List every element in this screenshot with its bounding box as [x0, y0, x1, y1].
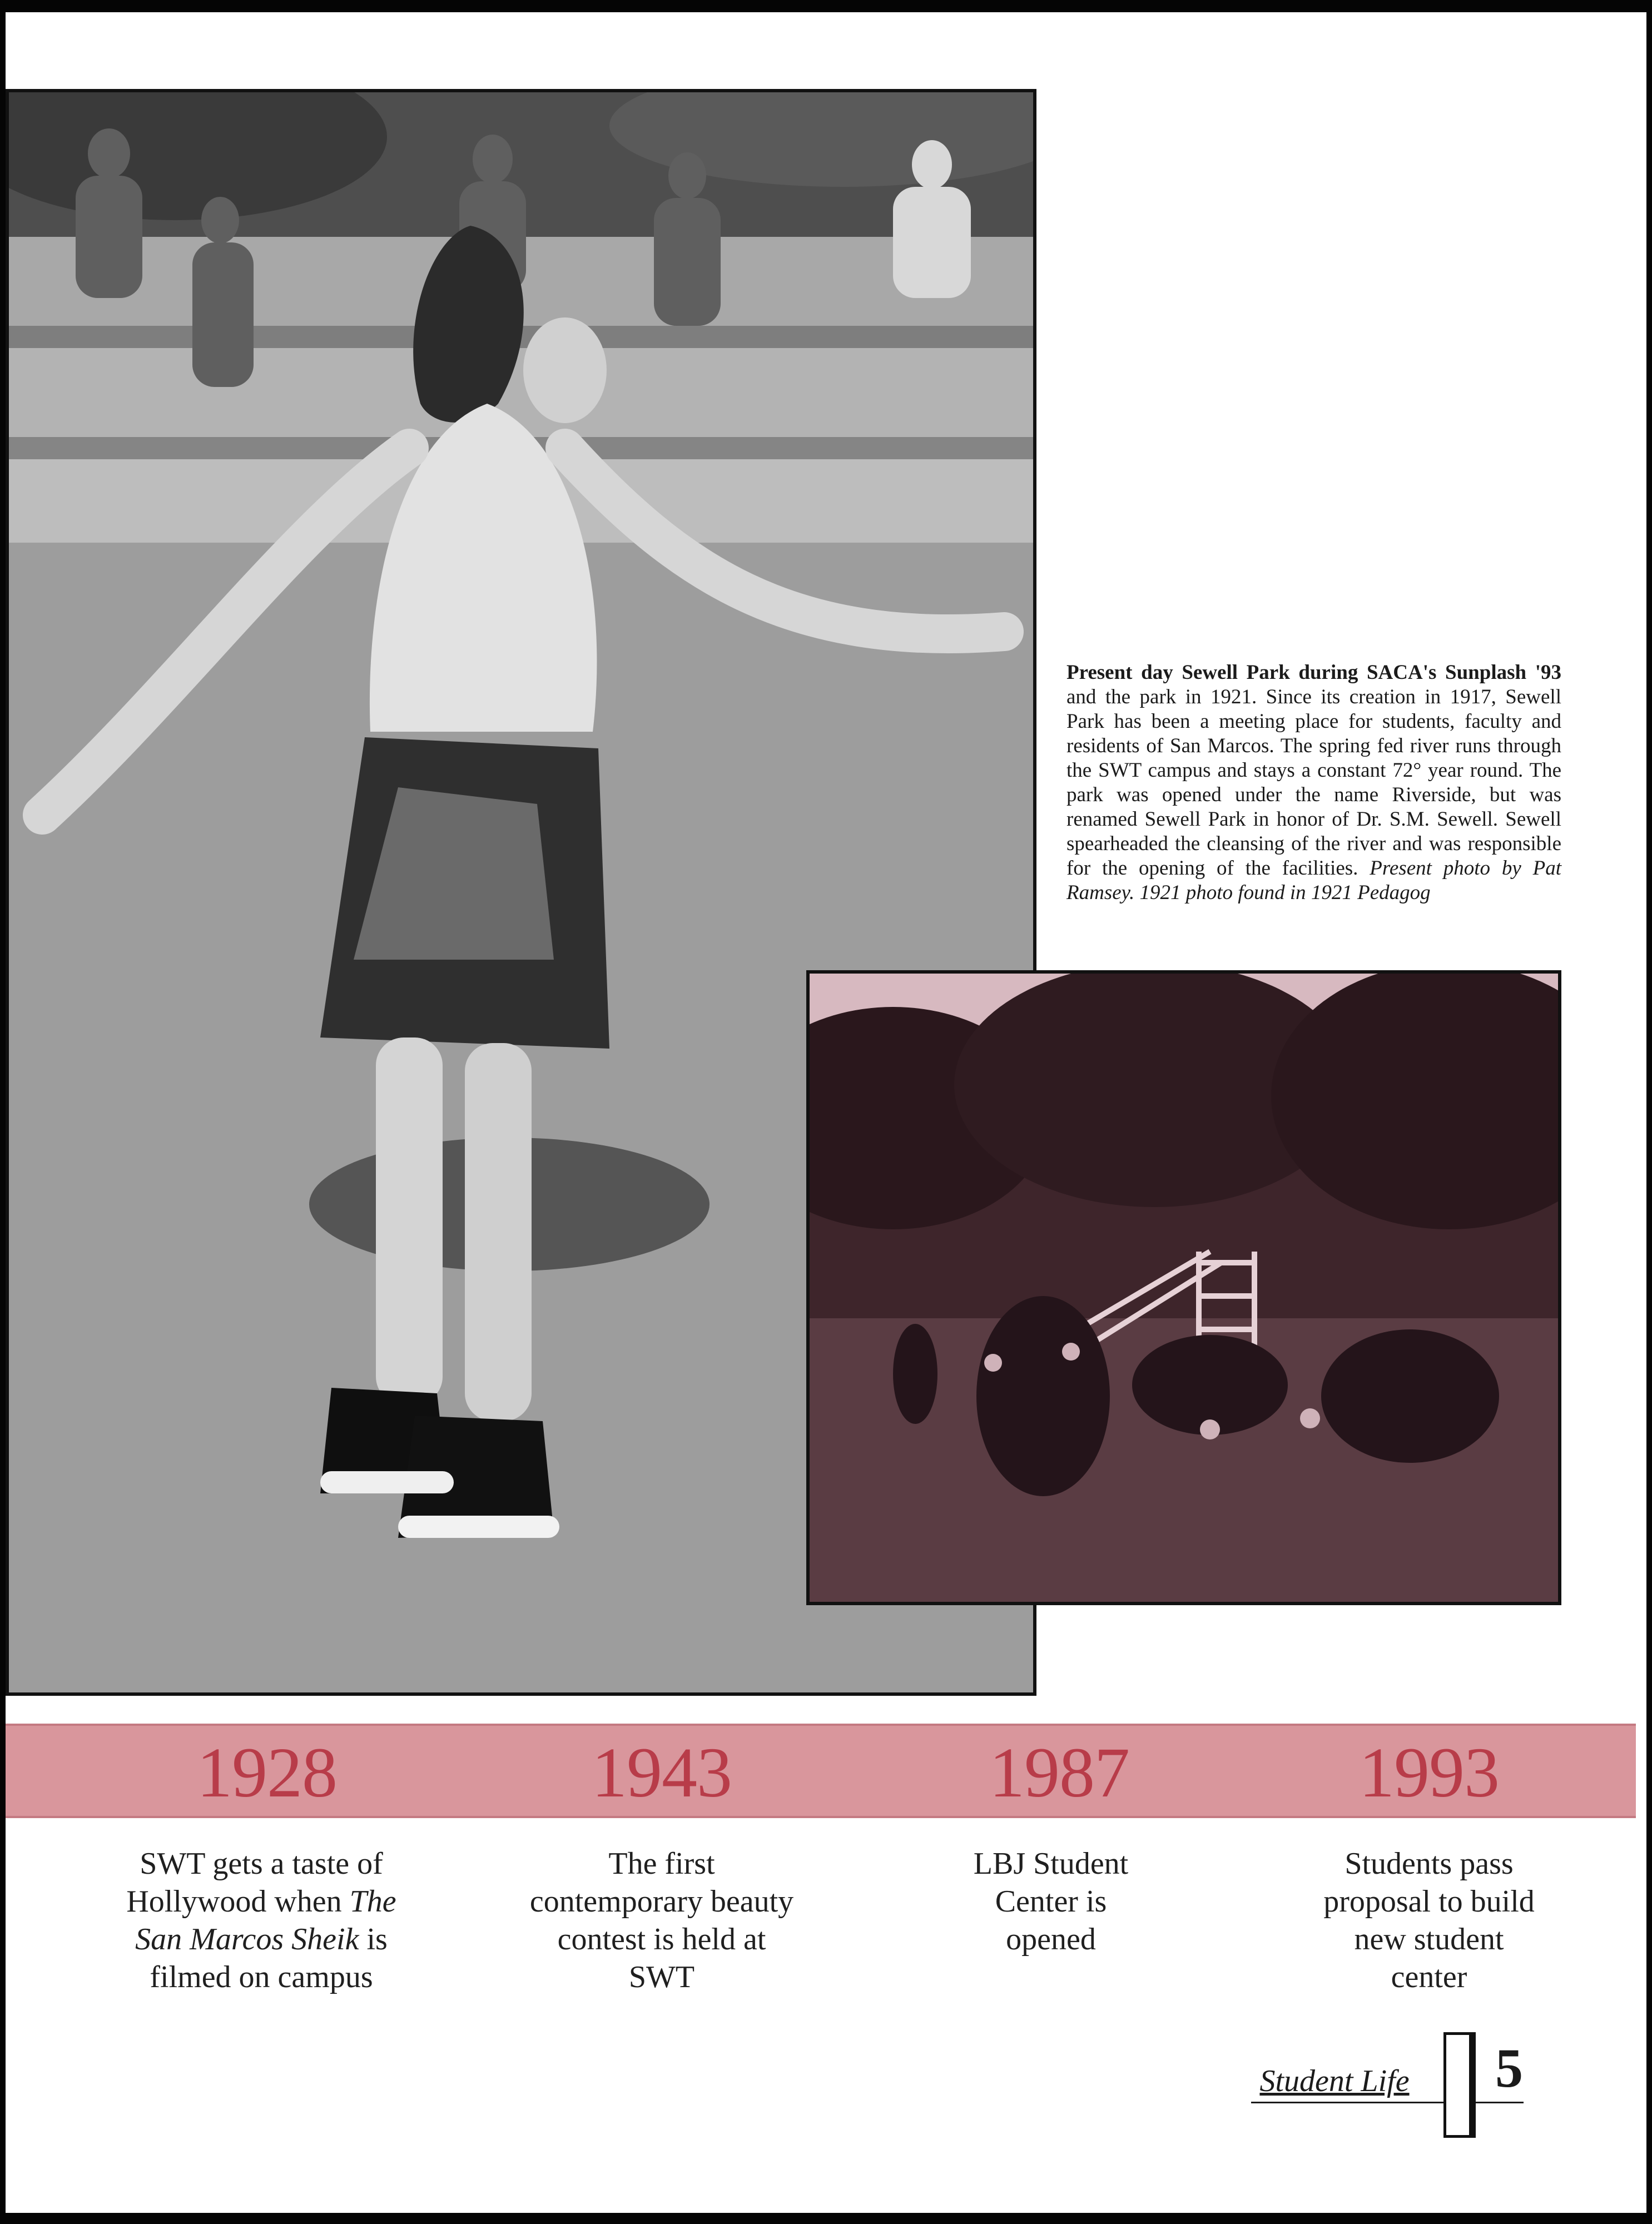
- timeline-year: 1993: [1359, 1733, 1499, 1812]
- timeline-text: SWT gets a taste of Hollywood when: [126, 1846, 383, 1919]
- timeline-description: [528, 1845, 795, 1996]
- timeline-description: [111, 1845, 411, 1996]
- caption-credit: Present photo by Pat Ramsey. 1921 photo found in 1921 Pedagog: [1066, 857, 1561, 904]
- timeline-year: 1987: [989, 1733, 1129, 1812]
- timeline-description: [1318, 1845, 1540, 1996]
- timeline-description: [956, 1845, 1145, 1958]
- footer-rule: [1251, 2102, 1524, 2103]
- page-border-right: [1646, 0, 1652, 2224]
- page-border-top: [0, 0, 1652, 12]
- section-label: Student Life: [1259, 2064, 1410, 2098]
- timeline-year: 1943: [592, 1733, 732, 1812]
- timeline-year: 1928: [197, 1733, 337, 1812]
- caption-body: and the park in 1921. Since its creation in 1917, Sewell Park has been a meeting place for students, faculty and residents of San Marcos. The spring fed river runs through the SWT campus and stays a constant 72° year round. The park was opened under the name Riverside, but was renamed Sewell Park in honor of Dr. S.M. Sewell. Sewell spearheaded the cleansing of the river and was responsible for the opening of the facilities.: [1066, 686, 1561, 880]
- page-border-bottom: [0, 2213, 1652, 2224]
- timeline-text: is filmed on campus: [150, 1922, 388, 1994]
- page-number: 5: [1495, 2037, 1523, 2099]
- timeline-text: Students pass proposal to build new student center: [1323, 1846, 1535, 1994]
- inset-photo-1921-park: [806, 970, 1561, 1605]
- caption-lead: Present day Sewell Park during SACA's Sunplash '93: [1066, 661, 1561, 684]
- page-marker-box: [1443, 2032, 1476, 2138]
- photo-caption: [1066, 661, 1561, 905]
- timeline-text: The first contemporary beauty contest is held at SWT: [529, 1846, 794, 1994]
- timeline-text: LBJ Student Center is opened: [973, 1846, 1129, 1957]
- film-title: The San Marcos Sheik: [135, 1884, 396, 1957]
- page-border-left: [0, 0, 6, 2224]
- inset-photo-illustration: [810, 974, 1558, 1602]
